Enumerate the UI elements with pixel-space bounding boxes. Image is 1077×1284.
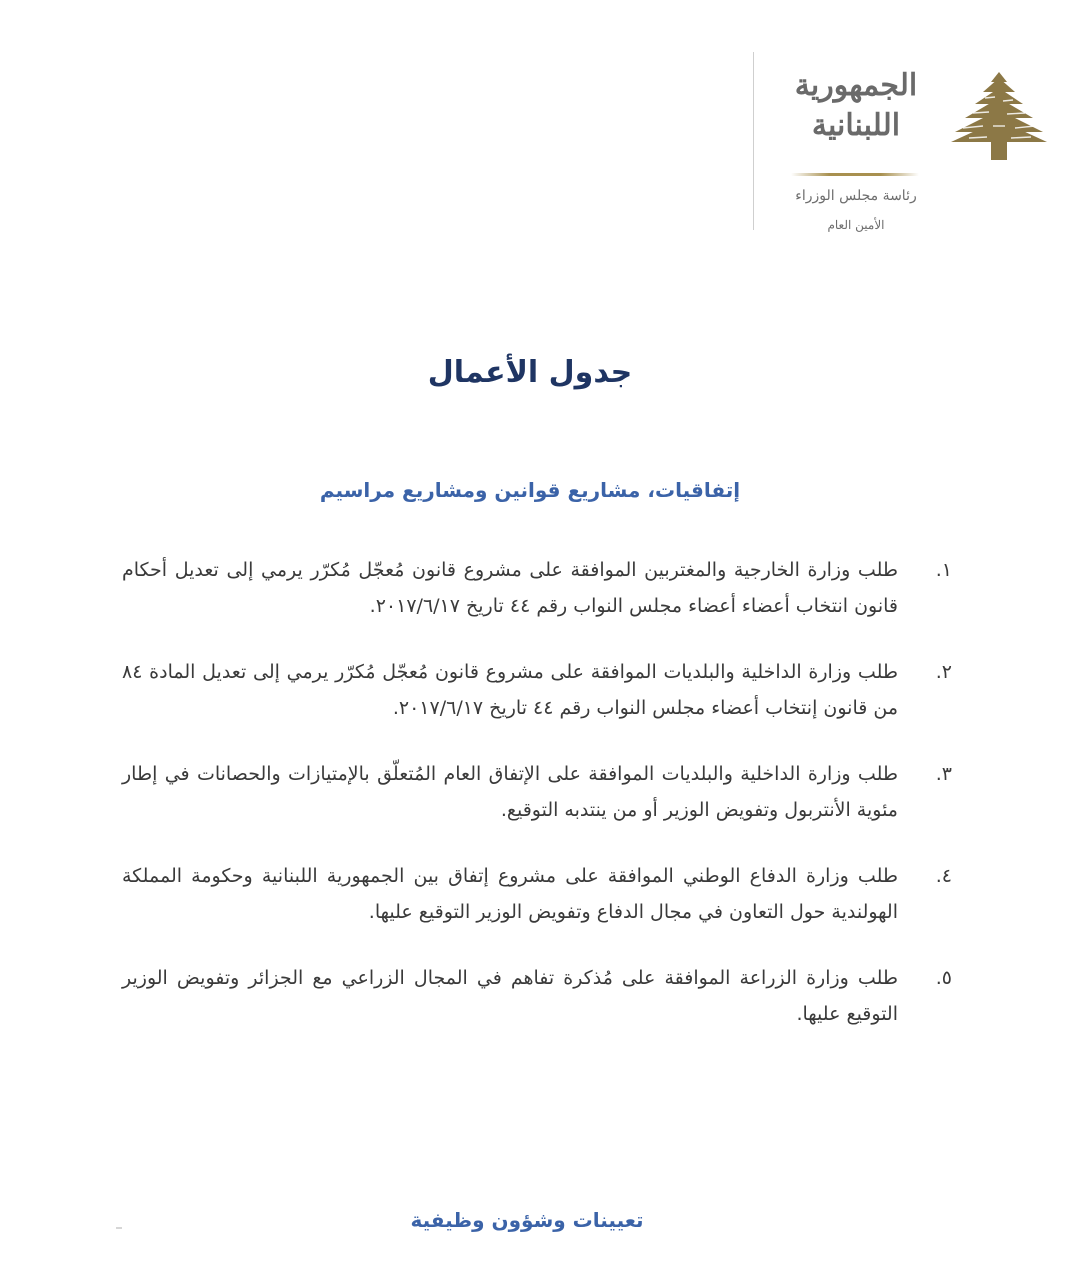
agenda-item-text: طلب وزارة الداخلية والبلديات الموافقة على الإتفاق العام المُتعلّق بالإمتيازات والحصانات في إطار مئوية الأنتربول وتفويض الوزير أو من ينتدبه التوقيع. <box>122 763 898 821</box>
agenda-item-text: طلب وزارة الخارجية والمغتربين الموافقة على مشروع قانون مُعجّل مُكرّر يرمي إلى تعديل أحكام قانون انتخاب أعضاء أعضاء مجلس النواب رقم ٤٤ تاريخ ٢٠١٧/٦/١٧. <box>122 559 898 617</box>
republic-name-line1: الجمهورية <box>794 68 918 103</box>
agenda-item <box>122 756 952 828</box>
agenda-item-number: ١. <box>935 559 952 581</box>
agenda-item-number: ٣. <box>935 763 952 785</box>
agenda-item-text: طلب وزارة الزراعة الموافقة على مُذكرة تفاهم في المجال الزراعي مع الجزائر وتفويض الوزير التوقيع عليها. <box>122 967 898 1025</box>
agenda-item-number: ٥. <box>935 967 952 989</box>
agenda-item <box>122 960 952 1032</box>
page-title: جدول الأعمال <box>427 355 633 390</box>
section-heading-agreements: إتفاقيات، مشاريع قوانين ومشاريع مراسيم <box>319 478 741 502</box>
office-name: رئاسة مجلس الوزراء <box>795 188 917 204</box>
agenda-item <box>122 858 952 930</box>
agenda-list <box>122 552 952 1062</box>
agenda-item-text: طلب وزارة الداخلية والبلديات الموافقة على مشروع قانون مُعجّل مُكرّر يرمي إلى تعديل المادة ٨٤ من قانون إنتخاب أعضاء مجلس النواب رقم ٤٤ تاريخ ٢٠١٧/٦/١٧. <box>122 661 898 719</box>
position-title: الأمين العام <box>827 218 885 232</box>
agenda-item-number: ٢. <box>935 661 952 683</box>
letterhead <box>749 52 1049 252</box>
agenda-item <box>122 552 952 624</box>
agenda-item-number: ٤. <box>935 865 952 887</box>
republic-name-line2: اللبنانية <box>811 108 901 143</box>
section-heading-appointments: تعيينات وشؤون وظيفية <box>410 1208 644 1232</box>
republic-name <box>781 66 931 146</box>
letterhead-divider <box>753 52 754 230</box>
lebanese-cedar-icon <box>949 68 1049 162</box>
letterhead-rule <box>791 173 919 176</box>
agenda-item <box>122 654 952 726</box>
agenda-item-text: طلب وزارة الدفاع الوطني الموافقة على مشروع إتفاق بين الجمهورية اللبنانية وحكومة المملكة الهولندية حول التعاون في مجال الدفاع وتفويض الوزير التوقيع عليها. <box>122 865 898 923</box>
